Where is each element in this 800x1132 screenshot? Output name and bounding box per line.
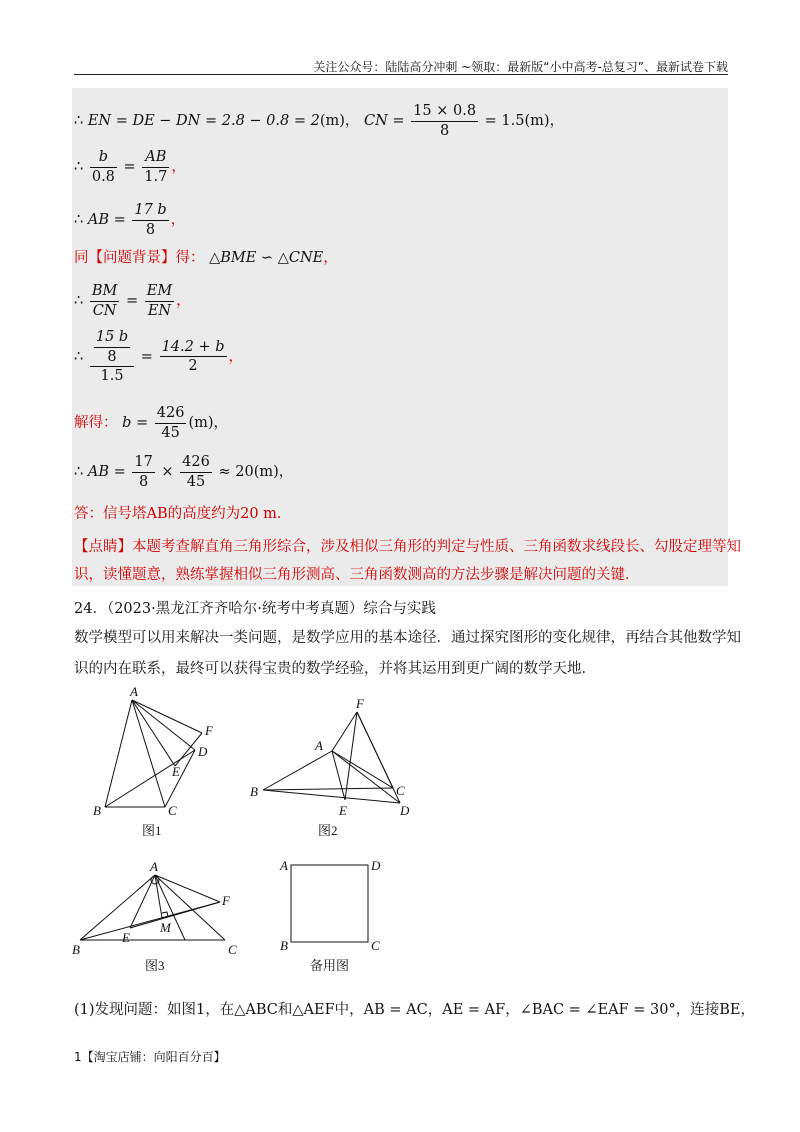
problem-paragraph-2: 识的内在联系，最终可以获得宝贵的数学经验，并将其运用到更广阔的数学天地． bbox=[74, 661, 596, 677]
therefore-symbol: ∴ bbox=[74, 348, 84, 365]
fig2-label-c: C bbox=[396, 783, 405, 798]
numerator: b bbox=[90, 150, 117, 168]
page-header: 关注公众号：陆陆高分冲刺 ~领取：最新版“小中高考-总复习”、最新试卷下载 bbox=[313, 60, 728, 74]
unit: (m)， bbox=[253, 464, 294, 480]
therefore-symbol: ∴ bbox=[74, 159, 84, 175]
fig4-label-d: D bbox=[371, 858, 381, 873]
approx-result: ≈ 20 bbox=[218, 464, 254, 480]
figure-2 bbox=[263, 712, 400, 803]
fig1-label-f: F bbox=[205, 723, 213, 738]
fig3-label-f: F bbox=[222, 893, 230, 908]
fig2-label-f: F bbox=[356, 696, 364, 711]
comma: ， bbox=[228, 348, 243, 365]
comment-line-1: 【点睛】本题考查解直角三角形综合，涉及相似三角形的判定与性质、三角函数求线段长、勾股定理等知 bbox=[74, 539, 741, 555]
times: × bbox=[161, 464, 174, 480]
fig3-label-c: C bbox=[228, 942, 237, 957]
denominator: 8 bbox=[138, 473, 149, 490]
equals: = bbox=[123, 159, 136, 175]
cn-lhs: CN = bbox=[364, 113, 405, 129]
denominator: 45 bbox=[186, 473, 206, 490]
question-1: (1)发现问题：如图1，在△ABC和△AEF中，AB = AC，AE = AF，∠BAC = ∠EAF = 30°，连接BE， bbox=[74, 1002, 756, 1018]
unit: (m) bbox=[319, 113, 345, 129]
numerator: 426 bbox=[155, 406, 187, 424]
fig2-caption: 图2 bbox=[318, 823, 338, 838]
fig4-label-c: C bbox=[371, 938, 380, 953]
numerator: BM bbox=[90, 284, 120, 302]
problem-title: 24．（2023·黑龙江齐齐哈尔·统考中考真题）综合与实践 bbox=[74, 601, 436, 617]
comma: ， bbox=[170, 212, 186, 228]
numerator: 17 b bbox=[132, 203, 168, 221]
comma: ， bbox=[176, 293, 191, 309]
fig4-caption: 备用图 bbox=[310, 958, 350, 973]
therefore-symbol: ∴ bbox=[74, 212, 84, 228]
comma: ， bbox=[323, 250, 338, 266]
denominator: 1.5 bbox=[100, 368, 124, 384]
numerator: EM bbox=[145, 284, 174, 302]
figure-3 bbox=[80, 875, 225, 940]
denominator: 2 bbox=[188, 358, 198, 375]
fig3-label-m: M bbox=[160, 920, 171, 935]
numerator: 14.2 + b bbox=[160, 340, 227, 358]
fig2-label-d: D bbox=[400, 803, 410, 818]
numerator: 17 bbox=[132, 455, 154, 473]
cn-rhs: = 1.5 bbox=[484, 113, 525, 129]
fig3-caption: 图3 bbox=[145, 958, 165, 973]
denominator: 8 bbox=[440, 122, 450, 139]
answer-line: 答：信号塔AB的高度约为20 m． bbox=[74, 506, 292, 522]
unit: (m)， bbox=[188, 415, 229, 431]
denominator: 0.8 bbox=[91, 168, 115, 185]
therefore-symbol: ∴ bbox=[74, 464, 84, 480]
backup-square bbox=[291, 865, 368, 942]
fig4-label-b: B bbox=[280, 938, 288, 953]
comment-line-2: 识，读懂题意，熟练掌握相似三角形测高、三角函数测高的方法步骤是解决问题的关键． bbox=[74, 567, 640, 583]
prefix-text: 同【问题背景】得： bbox=[74, 250, 205, 266]
fig1-label-d: D bbox=[198, 744, 208, 759]
fig2-label-b: B bbox=[250, 784, 258, 799]
fig1-label-a: A bbox=[130, 684, 138, 699]
fig3-label-a: A bbox=[150, 859, 158, 874]
fig3-label-b: B bbox=[72, 942, 80, 957]
b-lhs: b = bbox=[122, 415, 149, 431]
page-footer: 1【淘宝店铺：向阳百分百】 bbox=[74, 1050, 226, 1064]
fig2-label-e: E bbox=[339, 803, 347, 818]
comma: ， bbox=[171, 159, 186, 175]
numerator: 15 × 0.8 bbox=[411, 104, 478, 122]
fig1-label-b: B bbox=[93, 803, 101, 818]
numerator: 15 b bbox=[94, 330, 130, 348]
separator: ， bbox=[344, 113, 360, 129]
problem-paragraph-1: 数学模型可以用来解决一类问题，是数学应用的基本途径．通过探究图形的变化规律，再结合其他数学知 bbox=[74, 630, 741, 646]
en-expression: EN = DE − DN = 2.8 − 0.8 = 2 bbox=[87, 113, 320, 129]
fig1-label-c: C bbox=[168, 803, 177, 818]
similarity-expression: △BME ∽ △CNE bbox=[209, 250, 324, 266]
fig3-label-e: E bbox=[122, 930, 130, 945]
therefore-symbol: ∴ bbox=[74, 293, 84, 309]
numerator: AB bbox=[142, 150, 169, 168]
fig4-label-a: A bbox=[280, 858, 288, 873]
numerator: 426 bbox=[180, 455, 212, 473]
denominator: CN bbox=[92, 302, 117, 319]
denominator: 8 bbox=[145, 221, 156, 238]
prefix-text: 解得： bbox=[74, 415, 118, 431]
unit: (m)， bbox=[524, 113, 565, 129]
therefore-symbol: ∴ bbox=[74, 113, 84, 129]
ab-lhs: AB = bbox=[87, 464, 126, 480]
ab-lhs: AB = bbox=[87, 212, 126, 228]
fig2-label-a: A bbox=[315, 738, 323, 753]
denominator: 45 bbox=[161, 424, 180, 441]
figure-1 bbox=[105, 700, 202, 807]
equals: = bbox=[125, 293, 139, 309]
fig1-caption: 图1 bbox=[142, 823, 162, 838]
denominator: 1.7 bbox=[144, 168, 168, 185]
equals: = bbox=[140, 348, 153, 365]
denominator: 8 bbox=[107, 348, 117, 365]
fig1-label-e: E bbox=[172, 764, 180, 779]
denominator: EN bbox=[147, 302, 172, 319]
